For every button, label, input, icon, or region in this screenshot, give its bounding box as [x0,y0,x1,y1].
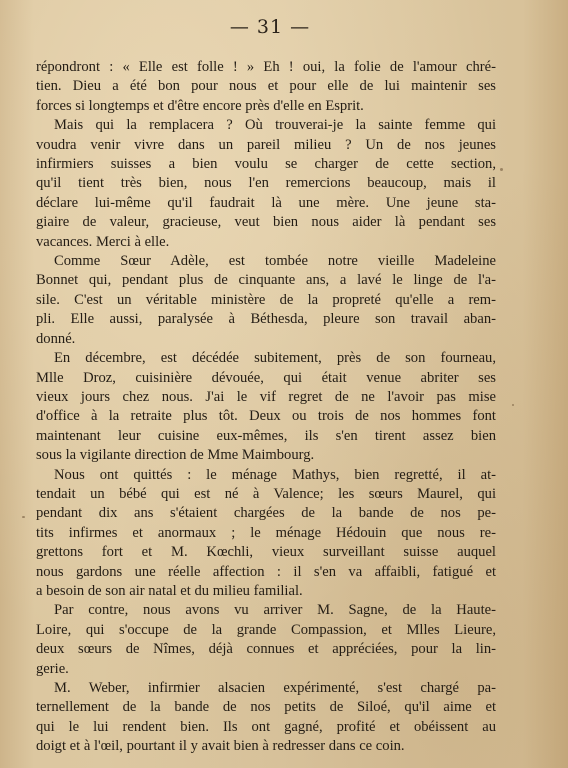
text-line: gerie. [36,660,69,677]
paragraph [36,679,496,757]
text-line: voudra venir vivre dans un pareil milieu ? Un de nos jeunes [36,136,496,153]
text-line: En décembre, est décédée subitement, près de son fourneau, [54,350,496,367]
text-line: maintenant leur cuisine eux-mêmes, ils s'en tirent assez bien [36,427,496,444]
text-line: pendant dix ans s'étaient chargées de la bande de nos pe- [36,505,496,522]
text-line: tendait un bébé qui est né à Valence; les sœurs Maurel, qui [36,485,496,502]
text-line: Loire, qui s'occupe de la grande Compassion, et Mlles Lieure, [36,621,496,638]
text-line: pli. Elle aussi, paralysée à Béthesda, pleure son travail aban- [36,311,496,328]
text-line: M. Weber, infirmier alsacien expérimenté, s'est chargé pa- [54,680,496,696]
paragraph [36,349,496,465]
text-line: nous gardons une réelle affection : il s'en va affaibli, fatigué et [36,563,496,580]
paper-speck [178,684,180,686]
text-line: grettons fort et M. Kœchli, vieux surveillant suisse auquel [36,544,496,561]
text-line: donné. [36,330,76,347]
text-line: vieux jours chez nous. J'ai le vif regret de ne l'avoir pas mise [36,388,496,405]
text-line: d'office à la retraite plus tôt. Deux ou trois de nos hommes font [36,408,496,425]
text-line: Nous ont quittés : le ménage Mathys, bien regretté, il at- [54,466,496,483]
paragraph [36,58,496,116]
text-line: giaire de valeur, gracieuse, veut bien nous aider là pendant ses [36,214,496,231]
paragraph [36,601,496,679]
paper-speck [500,168,503,171]
page-number: — 31 — [229,16,311,38]
text-line: deux sœurs de Nîmes, déjà connues et appréciées, pour la lin- [36,641,496,658]
text-line: Par contre, nous avons vu arriver M. Sagne, de la Haute- [54,602,496,619]
body-text [36,58,496,757]
paragraph [36,466,496,602]
text-line: Bonnet qui, pendant plus de cinquante ans, a lavé le linge de l'a- [36,272,496,289]
text-line: Mais qui la remplacera ? Où trouverai-je la sainte femme qui [54,117,496,134]
text-line: infirmiers suisses a bien voulu se charger de cette section, [36,156,496,173]
text-line: sous la vigilante direction de Mme Maimbourg. [36,447,315,464]
text-line: répondront : « Elle est folle ! » Eh ! oui, la folie de l'amour chré- [36,59,496,75]
text-line: sile. C'est un véritable ministère de la propreté qu'elle a rem- [36,291,496,308]
paper-speck [512,404,514,406]
text-line: doigt et à l'œil, pourtant il y avait bien à redresser dans ce coin. [36,738,405,755]
paper-speck [22,516,25,518]
text-line: qu'il tient très bien, nous l'en remercions beaucoup, mais il [36,175,496,192]
text-line: vacances. Merci à elle. [36,233,170,250]
text-line: tien. Dieu a été bon pour nous et pour elle de lui maintenir ses [36,78,496,95]
text-line: forces si longtemps et d'être encore près d'elle en Esprit. [36,97,364,114]
text-line: déclare lui-même qu'il faudrait là une mère. Une jeune sta- [36,194,496,211]
text-line: Comme Sœur Adèle, est tombée notre vieille Madeleine [54,253,496,270]
text-line: Mlle Droz, cuisinière dévouée, qui était venue abriter ses [36,369,496,386]
paragraph [36,252,496,349]
text-line: tits infirmes et anormaux ; le ménage Hédouin que nous re- [36,524,496,541]
text-line: a besoin de son air natal et du milieu familial. [36,582,303,599]
paragraph [36,116,496,252]
text-line: ternellement de la bande de nos petits de Siloé, qu'il aime et [36,699,496,716]
text-line: qui le lui rendent bien. Ils ont gagné, profité et obéissent au [36,718,496,735]
